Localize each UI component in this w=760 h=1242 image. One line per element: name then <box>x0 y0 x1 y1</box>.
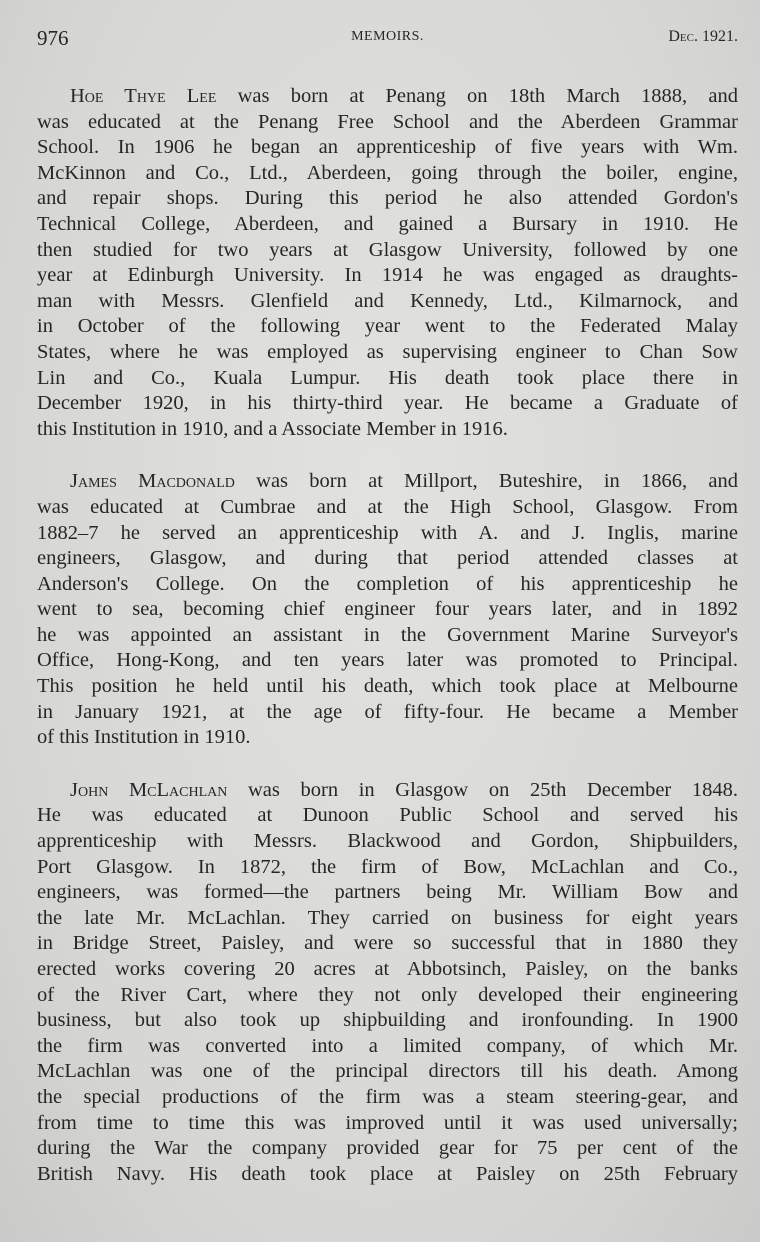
text-line: Anderson's College. On the completion of his apprenticeship he <box>37 572 738 595</box>
text-line: he was appointed an assistant in the Government Marine Surveyor's <box>37 623 738 646</box>
section-title: MEMOIRS. <box>351 29 424 44</box>
text-line <box>37 778 738 804</box>
text-line: McLachlan was one of the principal directors till his death. Among <box>37 1060 738 1083</box>
text-line: British Navy. His death took place at Paisley on 25th February <box>37 1162 738 1185</box>
text-line: December 1920, in his thirty-third year. He became a Graduate of <box>37 392 738 415</box>
text-line: Lin and Co., Kuala Lumpur. His death took place there in <box>37 366 738 389</box>
text-line: of the River Cart, where they not only developed their engineering <box>37 983 738 1006</box>
text-span: was born at Penang on 18th March 1888, and <box>216 85 738 107</box>
text-line: this Institution in 1910, and a Associate Member in 1916. <box>37 417 508 440</box>
memoir-name: Hoe Thye Lee <box>70 85 217 107</box>
text-line: States, where he was employed as supervising engineer to Chan Sow <box>37 340 738 363</box>
text-span: was born at Millport, Buteshire, in 1866, and <box>234 470 738 493</box>
text-line: then studied for two years at Glasgow University, followed by one <box>37 238 738 261</box>
text-line <box>37 84 738 110</box>
text-line: year at Edinburgh University. In 1914 he was engaged as draughts- <box>37 264 738 287</box>
text-line: was educated at Cumbrae and at the High School, Glasgow. From <box>37 495 738 518</box>
text-line: the special productions of the firm was a steam steering-gear, and <box>37 1085 738 1108</box>
memoir-body <box>37 84 738 1214</box>
page-number: 976 <box>37 26 69 50</box>
text-line: the late Mr. McLachlan. They carried on business for eight years <box>37 906 738 929</box>
memoir-paragraph <box>37 84 738 442</box>
text-line: from time to time this was improved until it was used universally; <box>37 1111 738 1134</box>
text-line: Port Glasgow. In 1872, the firm of Bow, McLachlan and Co., <box>37 855 738 878</box>
text-line: engineers, was formed—the partners being Mr. William Bow and <box>37 881 738 904</box>
memoir-paragraph <box>37 469 738 751</box>
text-line: and repair shops. During this period he also attended Gordon's <box>37 187 738 210</box>
text-line: during the War the company provided gear for 75 per cent of the <box>37 1137 738 1160</box>
text-line: engineers, Glasgow, and during that period attended classes at <box>37 547 738 570</box>
text-line: 1882–7 he served an apprenticeship with A. and J. Inglis, marine <box>37 521 738 544</box>
memoir-name: John McLachlan <box>70 778 228 801</box>
text-line: man with Messrs. Glenfield and Kennedy, Ltd., Kilmarnock, and <box>37 289 738 312</box>
memoir-name: James Macdonald <box>70 470 235 493</box>
text-line: Technical College, Aberdeen, and gained a Bursary in 1910. He <box>37 212 738 235</box>
issue-date: Dec. 1921. <box>668 28 738 45</box>
text-line: went to sea, becoming chief engineer four years later, and in 1892 <box>37 598 738 621</box>
memoir-paragraph <box>37 778 738 1188</box>
text-line: the firm was converted into a limited company, of which Mr. <box>37 1034 738 1057</box>
text-line: apprenticeship with Messrs. Blackwood and Gordon, Shipbuilders, <box>37 830 738 853</box>
text-line: in Bridge Street, Paisley, and were so successful that in 1880 they <box>37 932 738 955</box>
text-line: of this Institution in 1910. <box>37 726 251 749</box>
text-line: Office, Hong-Kong, and ten years later was promoted to Principal. <box>37 649 738 672</box>
text-span: was born in Glasgow on 25th December 1848. <box>227 778 739 801</box>
text-line: McKinnon and Co., Ltd., Aberdeen, going through the boiler, engine, <box>37 161 738 184</box>
text-line: He was educated at Dunoon Public School and served his <box>37 804 738 827</box>
text-line: in January 1921, at the age of fifty-four. He became a Member <box>37 700 738 723</box>
text-line: business, but also took up shipbuilding and ironfounding. In 1900 <box>37 1009 738 1032</box>
text-line: This position he held until his death, which took place at Melbourne <box>37 675 738 698</box>
text-line: in October of the following year went to the Federated Malay <box>37 315 738 338</box>
text-line: was educated at the Penang Free School and the Aberdeen Grammar <box>37 110 738 133</box>
text-line <box>37 469 738 495</box>
text-line: School. In 1906 he began an apprenticeship of five years with Wm. <box>37 136 738 159</box>
text-line: erected works covering 20 acres at Abbotsinch, Paisley, on the banks <box>37 958 738 980</box>
running-header <box>37 26 738 56</box>
